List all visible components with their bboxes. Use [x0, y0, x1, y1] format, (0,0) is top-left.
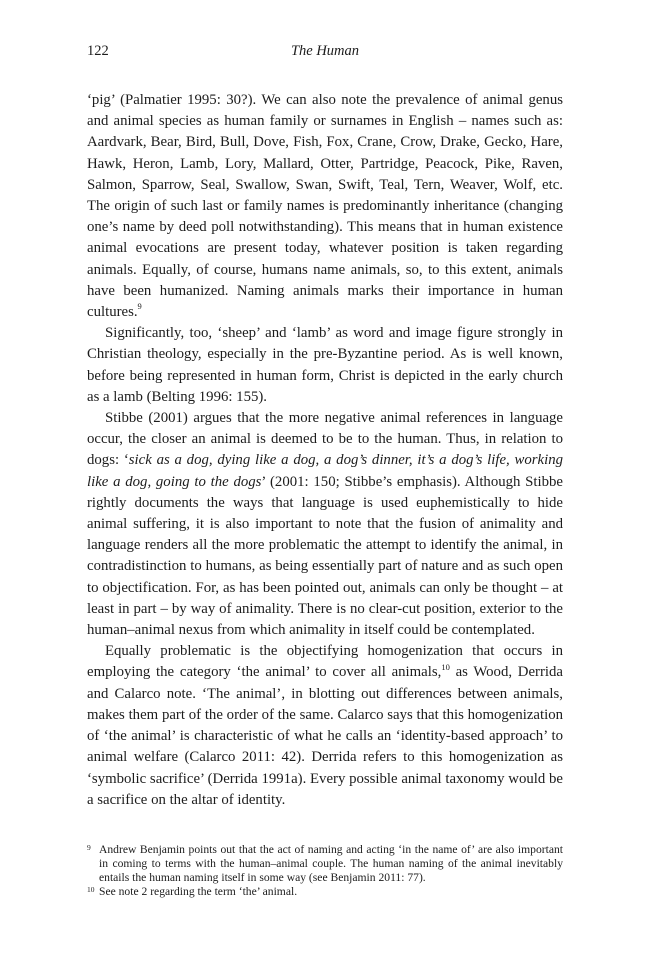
paragraph-4 — [87, 641, 563, 811]
footnote-10 — [87, 885, 563, 899]
footnote-ref-10[interactable]: 10 — [441, 661, 450, 672]
page-number: 122 — [87, 43, 109, 59]
paragraph-2: Significantly, too, ‘sheep’ and ‘lamb’ as word and image figure strongly in Christian theology, especially in the pre-Byzantine period. As is well known, before being represented in human form, Christ is depicted in the early church as a lamb (Belting 1996: 155). — [87, 325, 563, 405]
paragraph-1-text: ‘pig’ (Palmatier 1995: 30?). We can also note the prevalence of animal genus and animal species as human family or surnames in English – names such as: Aardvark, Bear, Bird, Bull, Dove, Fish, Fox, Crane, Crow, Drake, Gecko, Hare, Hawk, Heron, Lamb, Lory, Mallard, Otter, Partridge, Peacock, Pike, Raven, Salmon, Sparrow, Seal, Swallow, Swan, Swift, Teal, Tern, Weaver, Wolf, etc. The origin of such last or family names is predominantly inheritance (changing one’s name by deed poll notwithstanding). This means that in human existence animal evocations are present today, whatever position is taken regarding animals. Equally, of course, humans name animals, so, to this extent, animals have been humanized. Naming animals marks their importance in human cultures. — [87, 92, 563, 321]
footnote-number: 9 — [87, 843, 91, 852]
paragraph-4-text-b: as Wood, Derrida and Calarco note. ‘The animal’, in blotting out differences between animals, makes them part of the order of the same. Calarco says that this homogenization of ‘the animal’ is characteristic of what he calls an ‘identity-based approach’ to animal welfare (Calarco 2011: 42). Derrida refers to this homogenization as ‘symbolic sacrifice’ (Derrida 1991a). Every possible animal taxonomy would be a sacrifice on the altar of identity. — [87, 664, 563, 808]
footnotes — [87, 843, 563, 899]
body-text — [87, 90, 563, 811]
footnote-9 — [87, 843, 563, 885]
paragraph-3-text-a: Stibbe (2001) argues that the more negative animal references in language occur, the closer an animal is deemed to be to the human. Thus, in relation to dogs: ‘ — [87, 410, 563, 469]
footnote-ref-9[interactable]: 9 — [137, 301, 142, 312]
paragraph-4-text-a: Equally problematic is the objectifying homogenization that occurs in employing the category ‘the animal’ to cover all animals, — [87, 643, 563, 681]
footnote-text: See note 2 regarding the term ‘the’ animal. — [99, 885, 298, 898]
paragraph-3-text-b: ’ (2001: 150; Stibbe’s emphasis). Although Stibbe rightly documents the ways that language is used euphemistically to hide animal suffering, it is also important to note that the fusion of animality and language renders all the more problematic the attempt to identify the animal, in contradistinction to humans, as being essentially part of nature and as such open to objectification. For, as has been pointed out, animals can only be thought – at least in part – by way of animality. There is no clear-cut position, exterior to the human–animal nexus from which animality in itself could be contemplated. — [87, 473, 563, 639]
running-title: The Human — [290, 43, 360, 59]
paragraph-1 — [87, 90, 563, 323]
running-head — [87, 43, 563, 63]
dog-expressions-quote: sick as a dog, dying like a dog, a dog’s dinner, it’s a dog’s life, working like a dog, going to the dogs — [87, 452, 563, 490]
footnote-number: 10 — [87, 885, 95, 894]
footnote-text: Andrew Benjamin points out that the act of naming and acting ‘in the name of’ are also important in coming to terms with the human–animal couple. The human naming of the animal inevitably entails the human naming itself in some way (see Benjamin 2011: 77). — [99, 843, 563, 884]
paragraph-3 — [87, 408, 563, 641]
